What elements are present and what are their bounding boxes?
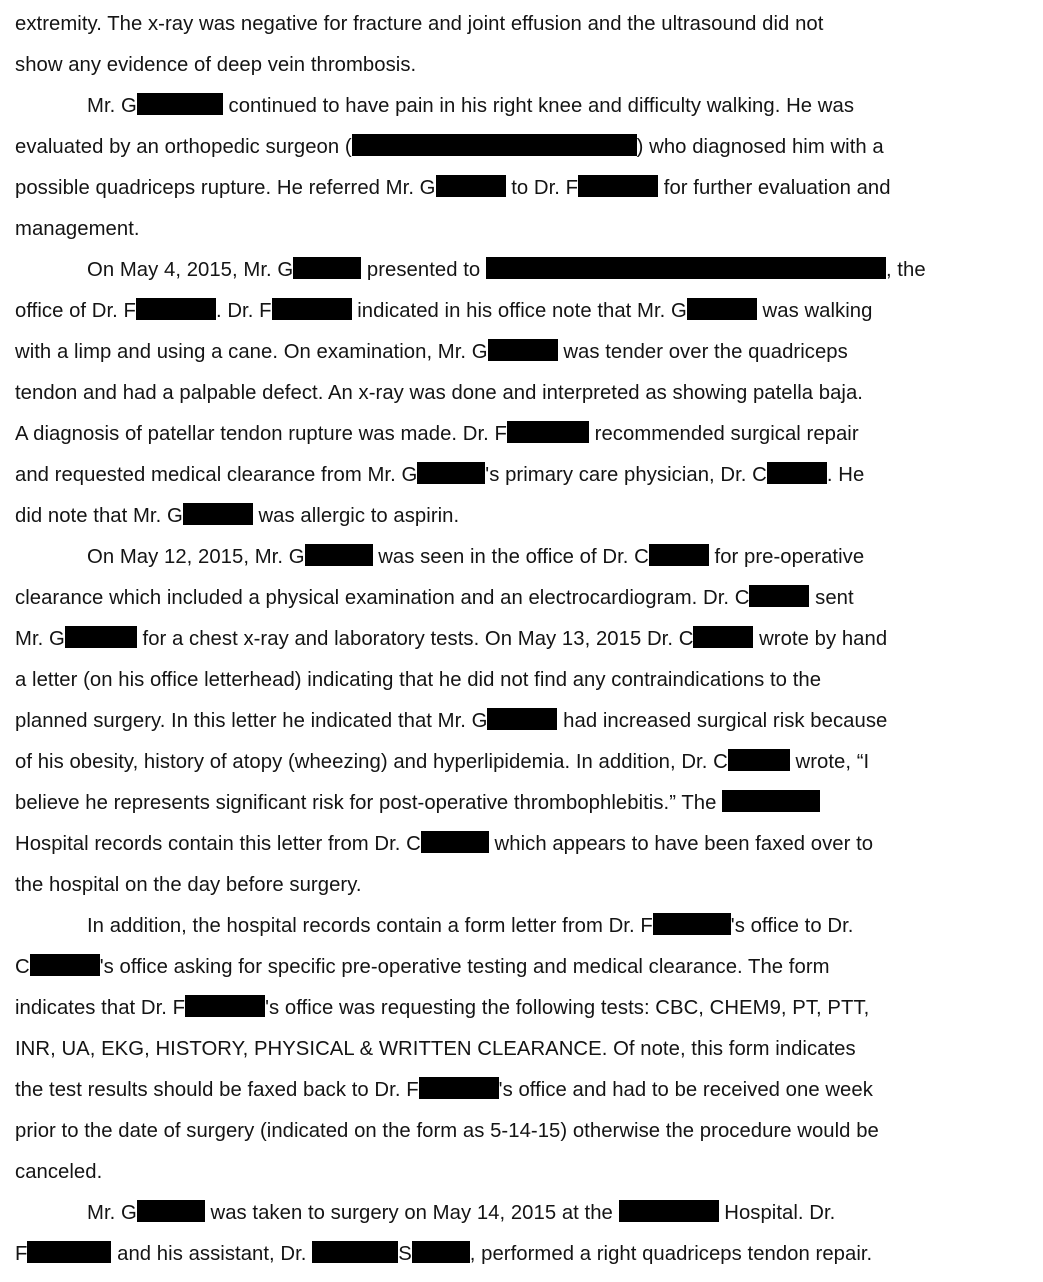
text-segment: F [15, 1243, 28, 1265]
redaction-box [421, 831, 489, 853]
text-line [15, 865, 1040, 906]
redaction-box [436, 175, 506, 197]
text-segment: management. [15, 218, 140, 240]
redaction-box [749, 585, 809, 607]
text-segment: canceled. [15, 1161, 103, 1183]
text-segment: for pre-operative [708, 546, 865, 568]
text-line [15, 578, 1040, 619]
redaction-box [137, 93, 223, 115]
text-segment: indicates that Dr. F [15, 997, 186, 1019]
text-segment: was walking [756, 300, 873, 322]
redaction-box [649, 544, 709, 566]
text-line [15, 496, 1040, 537]
text-segment: prior to the date of surgery (indicated on the form as 5-14-15) otherwise the procedure would be [15, 1120, 879, 1142]
text-segment: was tender over the quadriceps [557, 341, 848, 363]
text-line [15, 209, 1040, 250]
redaction-box [412, 1241, 470, 1263]
text-segment: believe he represents significant risk for post-operative thrombophlebitis.” The [15, 792, 723, 814]
redaction-box [693, 626, 753, 648]
text-line [15, 742, 1040, 783]
text-segment: 's primary care physician, Dr. C [485, 464, 767, 486]
redaction-box [65, 626, 137, 648]
text-line [15, 250, 1040, 291]
redaction-box [183, 503, 253, 525]
text-line [15, 1029, 1040, 1070]
text-segment: ) who diagnosed him with a [636, 136, 884, 158]
redaction-box [653, 913, 731, 935]
text-segment: a letter (on his office letterhead) indicating that he did not find any contraindications to the [15, 669, 822, 691]
text-segment: Mr. G [15, 628, 65, 650]
text-segment: tendon and had a palpable defect. An x-ray was done and interpreted as showing patella baja. [15, 382, 863, 404]
text-line [15, 1111, 1040, 1152]
text-segment: On May 4, 2015, Mr. G [87, 259, 294, 281]
text-segment: possible quadriceps rupture. He referred Mr. G [15, 177, 436, 199]
text-line [15, 619, 1040, 660]
text-segment: which appears to have been faxed over to [488, 833, 874, 855]
text-segment: INR, UA, EKG, HISTORY, PHYSICAL & WRITTEN CLEARANCE. Of note, this form indicates [15, 1038, 856, 1060]
text-segment: A diagnosis of patellar tendon rupture was made. Dr. F [15, 423, 507, 445]
text-line [15, 783, 1040, 824]
redaction-box [137, 1200, 205, 1222]
redaction-box [419, 1077, 499, 1099]
text-segment: S [398, 1243, 412, 1265]
text-segment: to Dr. F [505, 177, 579, 199]
text-segment: and his assistant, Dr. [111, 1243, 313, 1265]
redaction-box [487, 708, 557, 730]
text-line [15, 4, 1040, 45]
redaction-box [312, 1241, 398, 1263]
text-line [15, 1070, 1040, 1111]
text-segment: wrote by hand [753, 628, 888, 650]
text-segment: Mr. G [87, 1202, 137, 1224]
redaction-box [619, 1200, 719, 1222]
text-line [15, 1193, 1040, 1234]
text-segment: was taken to surgery on May 14, 2015 at the [204, 1202, 619, 1224]
text-line [15, 988, 1040, 1029]
text-segment: office of Dr. F [15, 300, 136, 322]
text-segment: wrote, “I [789, 751, 870, 773]
text-line [15, 537, 1040, 578]
redaction-box [728, 749, 790, 771]
text-segment: presented to [361, 259, 486, 281]
text-segment: In addition, the hospital records contain a form letter from Dr. F [87, 915, 653, 937]
redaction-box [272, 298, 352, 320]
redaction-box [687, 298, 757, 320]
redaction-box [722, 790, 820, 812]
text-segment: 's office to Dr. [730, 915, 854, 937]
text-line [15, 332, 1040, 373]
text-segment: . Dr. F [215, 300, 272, 322]
text-segment: the test results should be faxed back to Dr. F [15, 1079, 419, 1101]
redaction-box [507, 421, 589, 443]
text-segment: On May 12, 2015, Mr. G [87, 546, 305, 568]
text-line [15, 86, 1040, 127]
text-segment: had increased surgical risk because [557, 710, 888, 732]
redaction-box [27, 1241, 111, 1263]
text-segment: C [15, 956, 30, 978]
text-segment: Mr. G [87, 95, 137, 117]
text-segment: of his obesity, history of atopy (wheezing) and hyperlipidemia. In addition, Dr. C [15, 751, 728, 773]
text-segment: continued to have pain in his right knee and difficulty walking. He was [222, 95, 855, 117]
redaction-box [417, 462, 485, 484]
text-segment: the hospital on the day before surgery. [15, 874, 362, 896]
text-segment: did note that Mr. G [15, 505, 183, 527]
text-segment: Hospital records contain this letter from Dr. C [15, 833, 421, 855]
text-segment: clearance which included a physical examination and an electrocardiogram. Dr. C [15, 587, 750, 609]
text-segment: Hospital. Dr. [718, 1202, 836, 1224]
text-segment: , the [885, 259, 926, 281]
text-segment: extremity. The x-ray was negative for fracture and joint effusion and the ultrasound did not [15, 13, 824, 35]
text-segment: indicated in his office note that Mr. G [351, 300, 687, 322]
text-segment: for a chest x-ray and laboratory tests. On May 13, 2015 Dr. C [136, 628, 694, 650]
text-line [15, 127, 1040, 168]
document-page [15, 4, 1040, 1275]
redaction-box [305, 544, 373, 566]
text-line [15, 824, 1040, 865]
text-segment: evaluated by an orthopedic surgeon ( [15, 136, 352, 158]
text-segment: , performed a right quadriceps tendon repair. [469, 1243, 873, 1265]
text-line [15, 45, 1040, 86]
text-line [15, 1152, 1040, 1193]
redaction-box [293, 257, 361, 279]
text-line [15, 291, 1040, 332]
text-segment: show any evidence of deep vein thrombosis. [15, 54, 417, 76]
text-line [15, 414, 1040, 455]
text-line [15, 373, 1040, 414]
text-line [15, 455, 1040, 496]
text-segment: recommended surgical repair [588, 423, 859, 445]
text-segment: was allergic to aspirin. [252, 505, 460, 527]
text-line [15, 947, 1040, 988]
redaction-box [486, 257, 886, 279]
redaction-box [30, 954, 100, 976]
redaction-box [578, 175, 658, 197]
text-line [15, 701, 1040, 742]
text-segment: 's office asking for specific pre-operative testing and medical clearance. The form [99, 956, 830, 978]
redaction-box [185, 995, 265, 1017]
text-segment: 's office and had to be received one week [498, 1079, 873, 1101]
text-segment: was seen in the office of Dr. C [372, 546, 649, 568]
text-segment: with a limp and using a cane. On examination, Mr. G [15, 341, 488, 363]
text-line [15, 168, 1040, 209]
redaction-box [488, 339, 558, 361]
redaction-box [767, 462, 827, 484]
redaction-box [352, 134, 637, 156]
text-line [15, 906, 1040, 947]
text-segment: for further evaluation and [658, 177, 891, 199]
redaction-box [136, 298, 216, 320]
text-segment: 's office was requesting the following tests: CBC, CHEM9, PT, PTT, [265, 997, 870, 1019]
text-line [15, 1234, 1040, 1275]
text-line [15, 660, 1040, 701]
text-segment: . He [826, 464, 865, 486]
text-segment: sent [809, 587, 854, 609]
text-segment: planned surgery. In this letter he indicated that Mr. G [15, 710, 488, 732]
text-segment: and requested medical clearance from Mr. G [15, 464, 418, 486]
